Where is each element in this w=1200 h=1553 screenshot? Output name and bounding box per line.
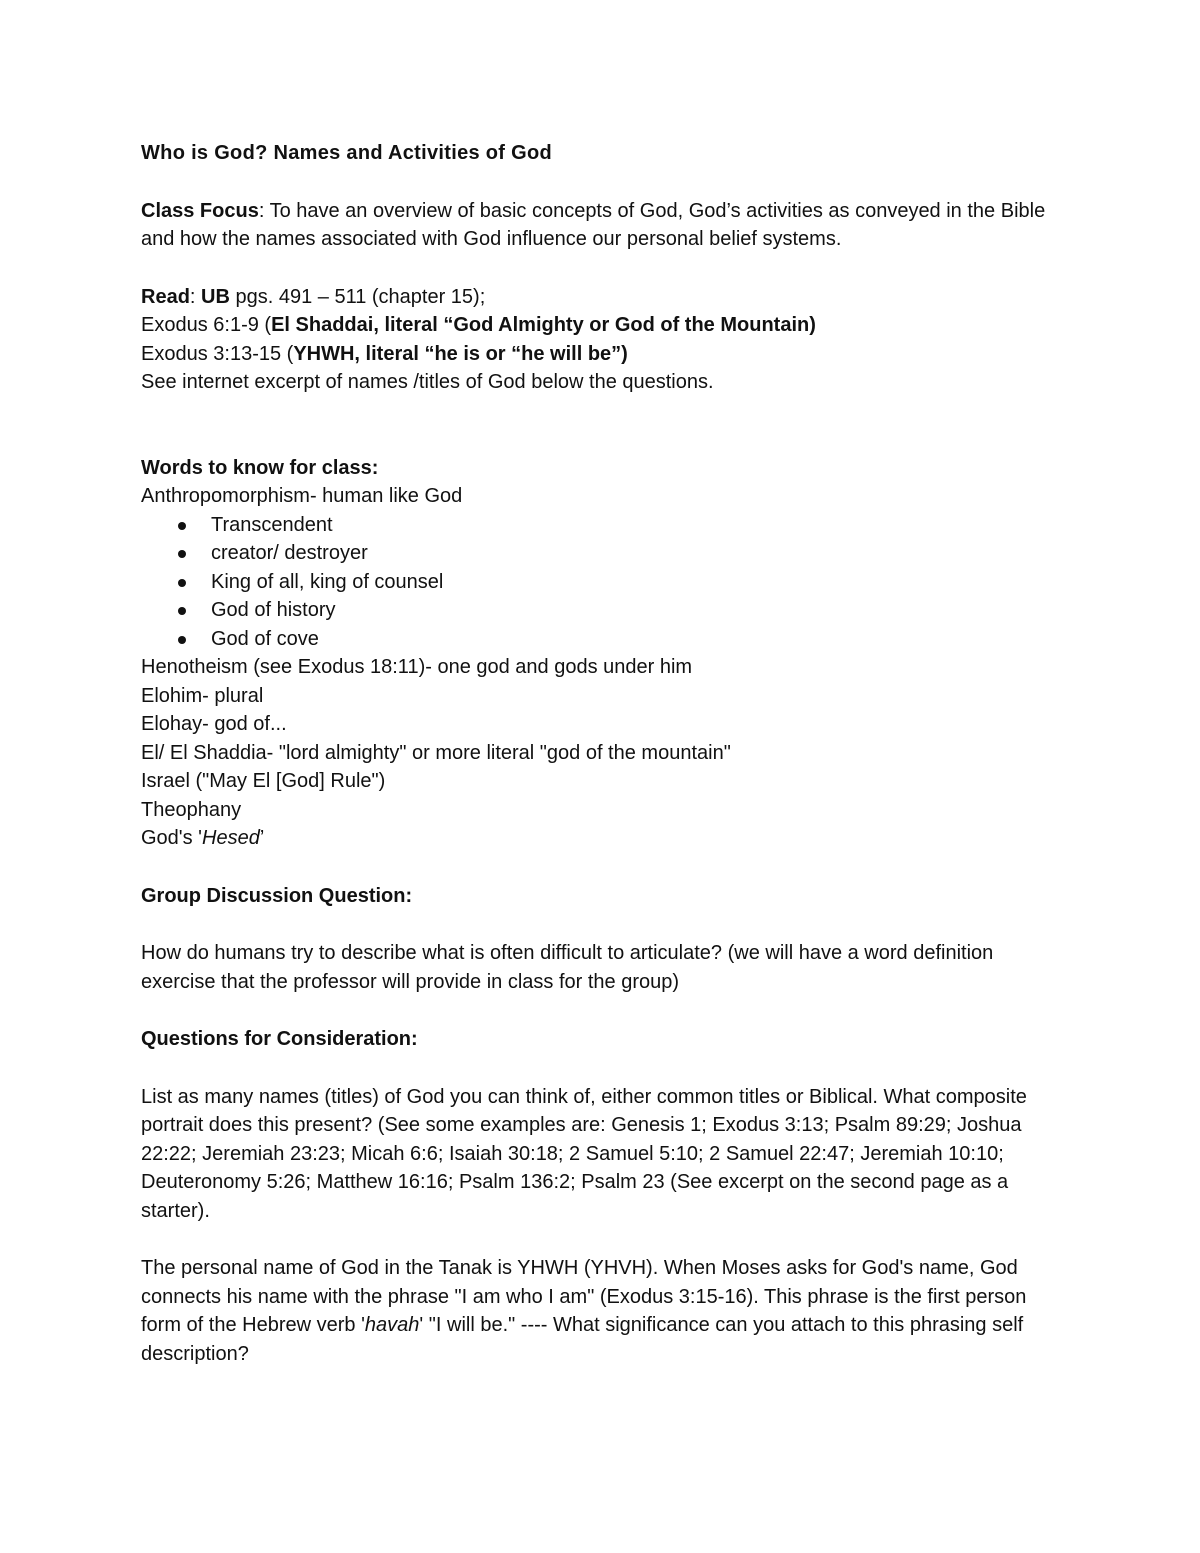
list-item: King of all, king of counsel <box>141 568 1066 597</box>
consideration-question-1: List as many names (titles) of God you can think of, either common titles or Biblical. What composite portrait does this present? (See some examples are: Genesis 1; Exodus 3:13; Psalm 89:29; Joshua 22:22; Jeremiah 23:23; Micah 6:6; Isaiah 30:18; 2 Samuel 5:10; 2 Samuel 22:47; Jeremiah 10:10; Deuteronomy 5:26; Matthew 16:16; Psalm 136:2; Psalm 23 (See excerpt on the second page as a starter). <box>141 1085 1027 1222</box>
ub-label: UB <box>201 285 230 308</box>
class-focus <box>141 197 1066 254</box>
bullet-icon <box>178 579 186 587</box>
class-focus-text: : To have an overview of basic concepts of God, God’s activities as conveyed in the Bible and how the names associated with God influence our personal belief systems. <box>141 199 1046 250</box>
bullet-icon <box>178 607 186 615</box>
bullet-icon <box>178 550 186 558</box>
havah-word: havah <box>364 1314 420 1336</box>
term-elohay: Elohay- god of... <box>141 713 287 735</box>
exodus-3-line: Exodus 3:13-15 (YHWH, literal “he is or “he will be”) <box>141 342 628 365</box>
hesed-word: Hesed <box>202 827 260 849</box>
read-label: Read <box>141 285 190 308</box>
term-el-shaddia: El/ El Shaddia- "lord almighty" or more literal "god of the mountain" <box>141 741 731 764</box>
excerpt-note: See internet excerpt of names /titles of God below the questions. <box>141 371 714 393</box>
exodus-6-line: Exodus 6:1-9 (El Shaddai, literal “God Almighty or God of the Mountain) <box>141 314 816 336</box>
term-theophany: Theophany <box>141 798 242 821</box>
bullet-icon <box>178 636 186 644</box>
document-page <box>141 139 1066 1368</box>
consideration-question-2: The personal name of God in the Tanak is YHWH (YHVH). When Moses asks for God's name, God connects his name with the phrase "I am who I am" (Exodus 3:15-16). This phrase is the first person form of the Hebrew verb 'havah' "I will be." ---- What significance can you attach to this phrasing self description? <box>141 1257 1027 1365</box>
term-israel: Israel ("May El [God] Rule") <box>141 770 386 792</box>
class-focus-label: Class Focus <box>141 199 259 222</box>
read-line: Read: UB pgs. 491 – 511 (chapter 15); <box>141 285 486 308</box>
group-heading: Group Discussion Question: <box>141 884 413 907</box>
list-item: God of history <box>141 596 1066 625</box>
term-henotheism: Henotheism (see Exodus 18:11)- one god and gods under him <box>141 656 693 678</box>
list-item: Transcendent <box>141 511 1066 540</box>
term-hesed: God's 'Hesed’ <box>141 827 265 849</box>
attributes-list <box>141 511 1066 654</box>
bullet-icon <box>178 522 186 530</box>
list-item: God of cove <box>141 625 1066 654</box>
read-pages: pgs. 491 – 511 (chapter 15); <box>229 285 486 308</box>
page-title: Who is God? Names and Activities of God <box>141 142 552 164</box>
exodus-3-note: YHWH, literal “he is or “he will be”) <box>293 342 628 365</box>
consideration-heading: Questions for Consideration: <box>141 1028 418 1050</box>
words-heading: Words to know for class: <box>141 456 379 479</box>
list-item: creator/ destroyer <box>141 539 1066 568</box>
term-elohim: Elohim- plural <box>141 684 264 707</box>
term-anthropomorphism: Anthropomorphism- human like God <box>141 485 463 507</box>
exodus-6-note: El Shaddai, literal “God Almighty or God of the Mountain) <box>271 314 816 336</box>
group-question: How do humans try to describe what is often difficult to articulate? (we will have a word definition exercise that the professor will provide in class for the group) <box>141 942 994 993</box>
